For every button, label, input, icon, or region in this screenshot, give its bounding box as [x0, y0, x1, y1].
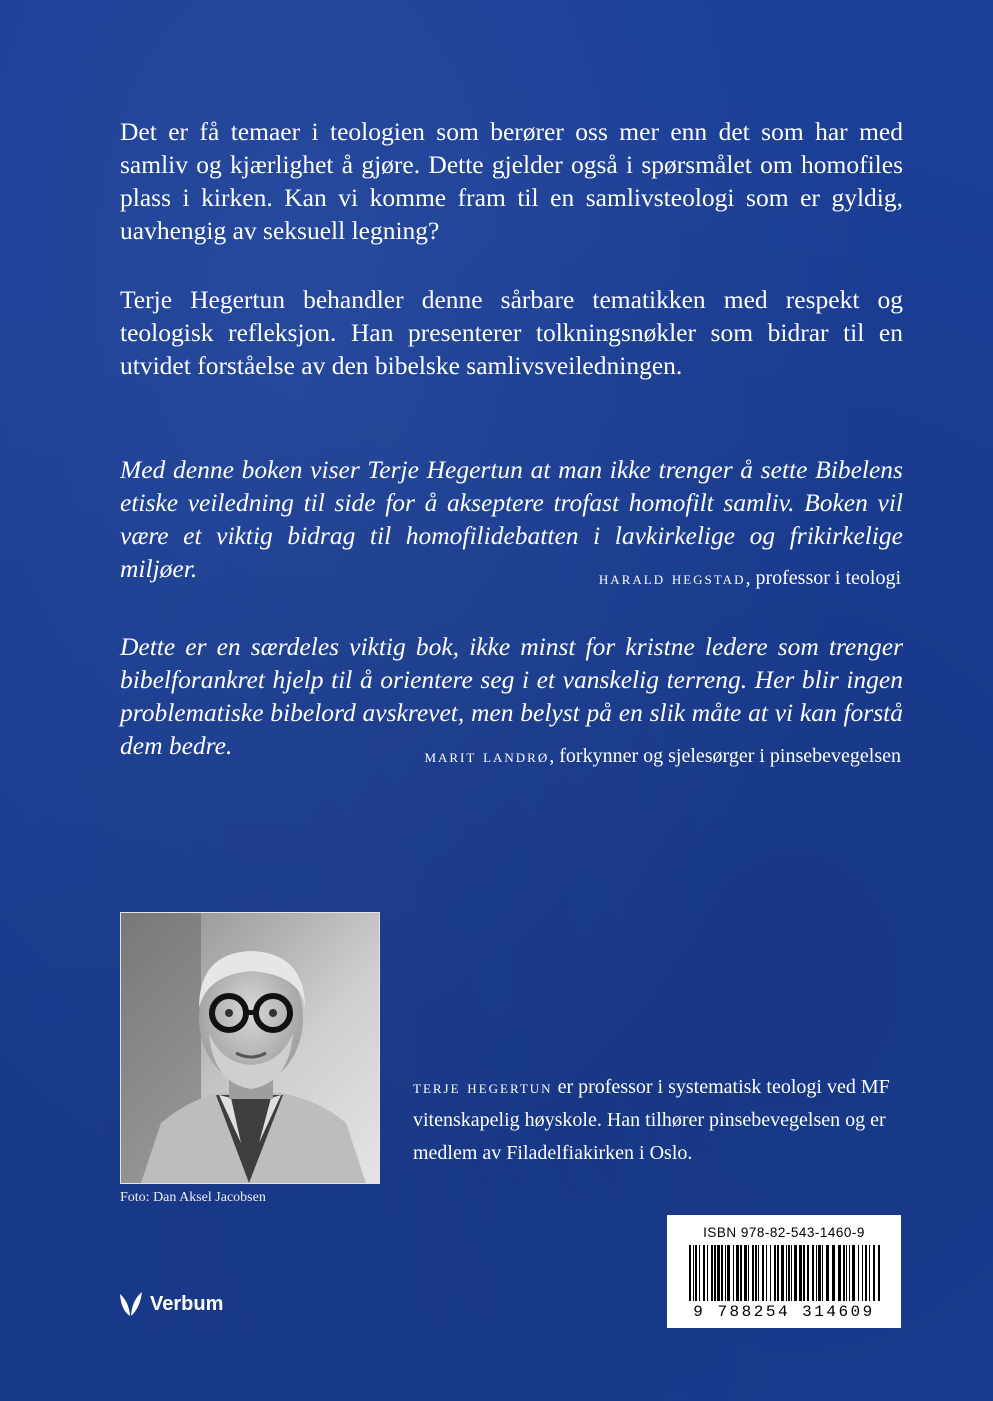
barcode-bar: [878, 1245, 880, 1301]
barcode-bar: [733, 1245, 734, 1301]
barcode-bar: [689, 1245, 691, 1301]
barcode-bar: [816, 1245, 817, 1301]
barcode-bar: [762, 1245, 764, 1301]
barcode-bar: [781, 1245, 784, 1301]
barcode-bar: [812, 1245, 814, 1301]
barcode-bar: [862, 1245, 863, 1301]
barcode-bar: [873, 1245, 875, 1301]
barcode-bar: [777, 1245, 779, 1301]
isbn-digits: 9 788254 314609: [693, 1303, 875, 1321]
publisher-name: Verbum: [150, 1292, 224, 1315]
barcode-bar: [748, 1245, 749, 1301]
barcode-bar: [736, 1245, 739, 1301]
reviewer-name: marit landrø: [424, 746, 550, 767]
photo-credit: Foto: Dan Aksel Jacobsen: [120, 1190, 266, 1205]
barcode-bar: [852, 1245, 855, 1301]
author-portrait-image: [121, 913, 379, 1183]
barcode-bar: [707, 1245, 708, 1301]
reviewer-role: , professor i teologi: [745, 567, 901, 589]
barcode-bar: [807, 1245, 809, 1301]
review-attribution-1: [599, 565, 901, 592]
author-name: terje hegertun: [413, 1077, 553, 1098]
barcode-bar: [740, 1245, 742, 1301]
barcode-bar: [858, 1245, 859, 1301]
barcode-bar: [711, 1245, 713, 1301]
barcode-bar: [799, 1245, 802, 1301]
review-attribution-2: [424, 743, 901, 770]
review-quote-2: Dette er en særdeles viktig bok, ikke minst for kristne ledere som trenger bibelforankret hjelp til å orientere seg i et vanskelig terreng. Her blir ingen problematiske bibelord avskrevet, men belyst på en slik måte at vi kan forstå dem bedre.: [120, 632, 903, 760]
barcode-bar: [838, 1245, 841, 1301]
barcode-bar: [869, 1245, 870, 1301]
barcode-bar: [766, 1245, 767, 1301]
leaf-icon: [118, 1290, 144, 1318]
barcode-bar: [727, 1245, 730, 1301]
barcode-bar: [818, 1245, 821, 1301]
isbn-barcode: [667, 1215, 901, 1328]
isbn-label: ISBN 978-82-543-1460-9: [703, 1225, 865, 1240]
barcode-bar: [832, 1245, 835, 1301]
barcode-bar: [693, 1245, 694, 1301]
barcode-bar: [865, 1245, 867, 1301]
barcode-bar: [843, 1245, 845, 1301]
barcode-bar: [786, 1245, 787, 1301]
publisher-logo: [118, 1290, 223, 1318]
barcode-bar: [721, 1245, 723, 1301]
barcode-bar: [849, 1245, 850, 1301]
barcode-bar: [791, 1245, 792, 1301]
blurb-paragraph-1: Det er få temaer i teologien som berører oss mer enn det som har med samliv og kjærlighet å gjøre. Dette gjelder også i spørsmålet om homofiles plass i kirken. Kan vi komme fram til en samlivsteologi som er gyldig, uavhengig av seksuell legning?: [120, 117, 903, 245]
barcode-bar: [770, 1245, 771, 1301]
barcode-bar: [725, 1245, 726, 1301]
review-quote-1: Med denne boken viser Terje Hegertun at man ikke trenger å sette Bibelens etiske veiledning til side for å akseptere trofast homofilt samliv. Boken vil være et viktig bidrag til homofilidebatten i lavkirkelige og frikirkelige miljøer.: [120, 455, 903, 583]
barcode-bar: [826, 1245, 829, 1301]
barcode-bar: [752, 1245, 754, 1301]
barcode-bar: [774, 1245, 776, 1301]
reviewer-role: , forkynner og sjelesørger i pinsebevegelsen: [549, 745, 901, 767]
barcode-bar: [788, 1245, 790, 1301]
barcode-bar: [846, 1245, 847, 1301]
barcode-bar: [744, 1245, 747, 1301]
barcode-bar: [714, 1245, 716, 1301]
barcode-bar: [699, 1245, 700, 1301]
barcode-bar: [717, 1245, 720, 1301]
blurb-paragraph-2: Terje Hegertun behandler denne sårbare tematikken med respekt og teologisk refleksjon. Han presenterer tolkningsnøkler som bidrar til en utvidet forståelse av den bibelske samlivsveiledningen.: [120, 285, 903, 380]
barcode-bar: [803, 1245, 805, 1301]
author-bio-text: er professor i systematisk teologi ved MF vitenskapelig høyskole. Han tilhører pinsebevegelsen og er medlem av Filadelfiakirken i Oslo.: [413, 1076, 890, 1164]
reviewer-name: harald hegstad: [598, 568, 746, 589]
barcode-bar: [822, 1245, 823, 1301]
barcode-bar: [755, 1245, 757, 1301]
barcode-bar: [695, 1245, 697, 1301]
barcode-bar: [703, 1245, 705, 1301]
author-photo: [120, 912, 380, 1184]
barcode-bar: [758, 1245, 759, 1301]
author-bio: [413, 1071, 893, 1170]
barcode-bar: [794, 1245, 797, 1301]
